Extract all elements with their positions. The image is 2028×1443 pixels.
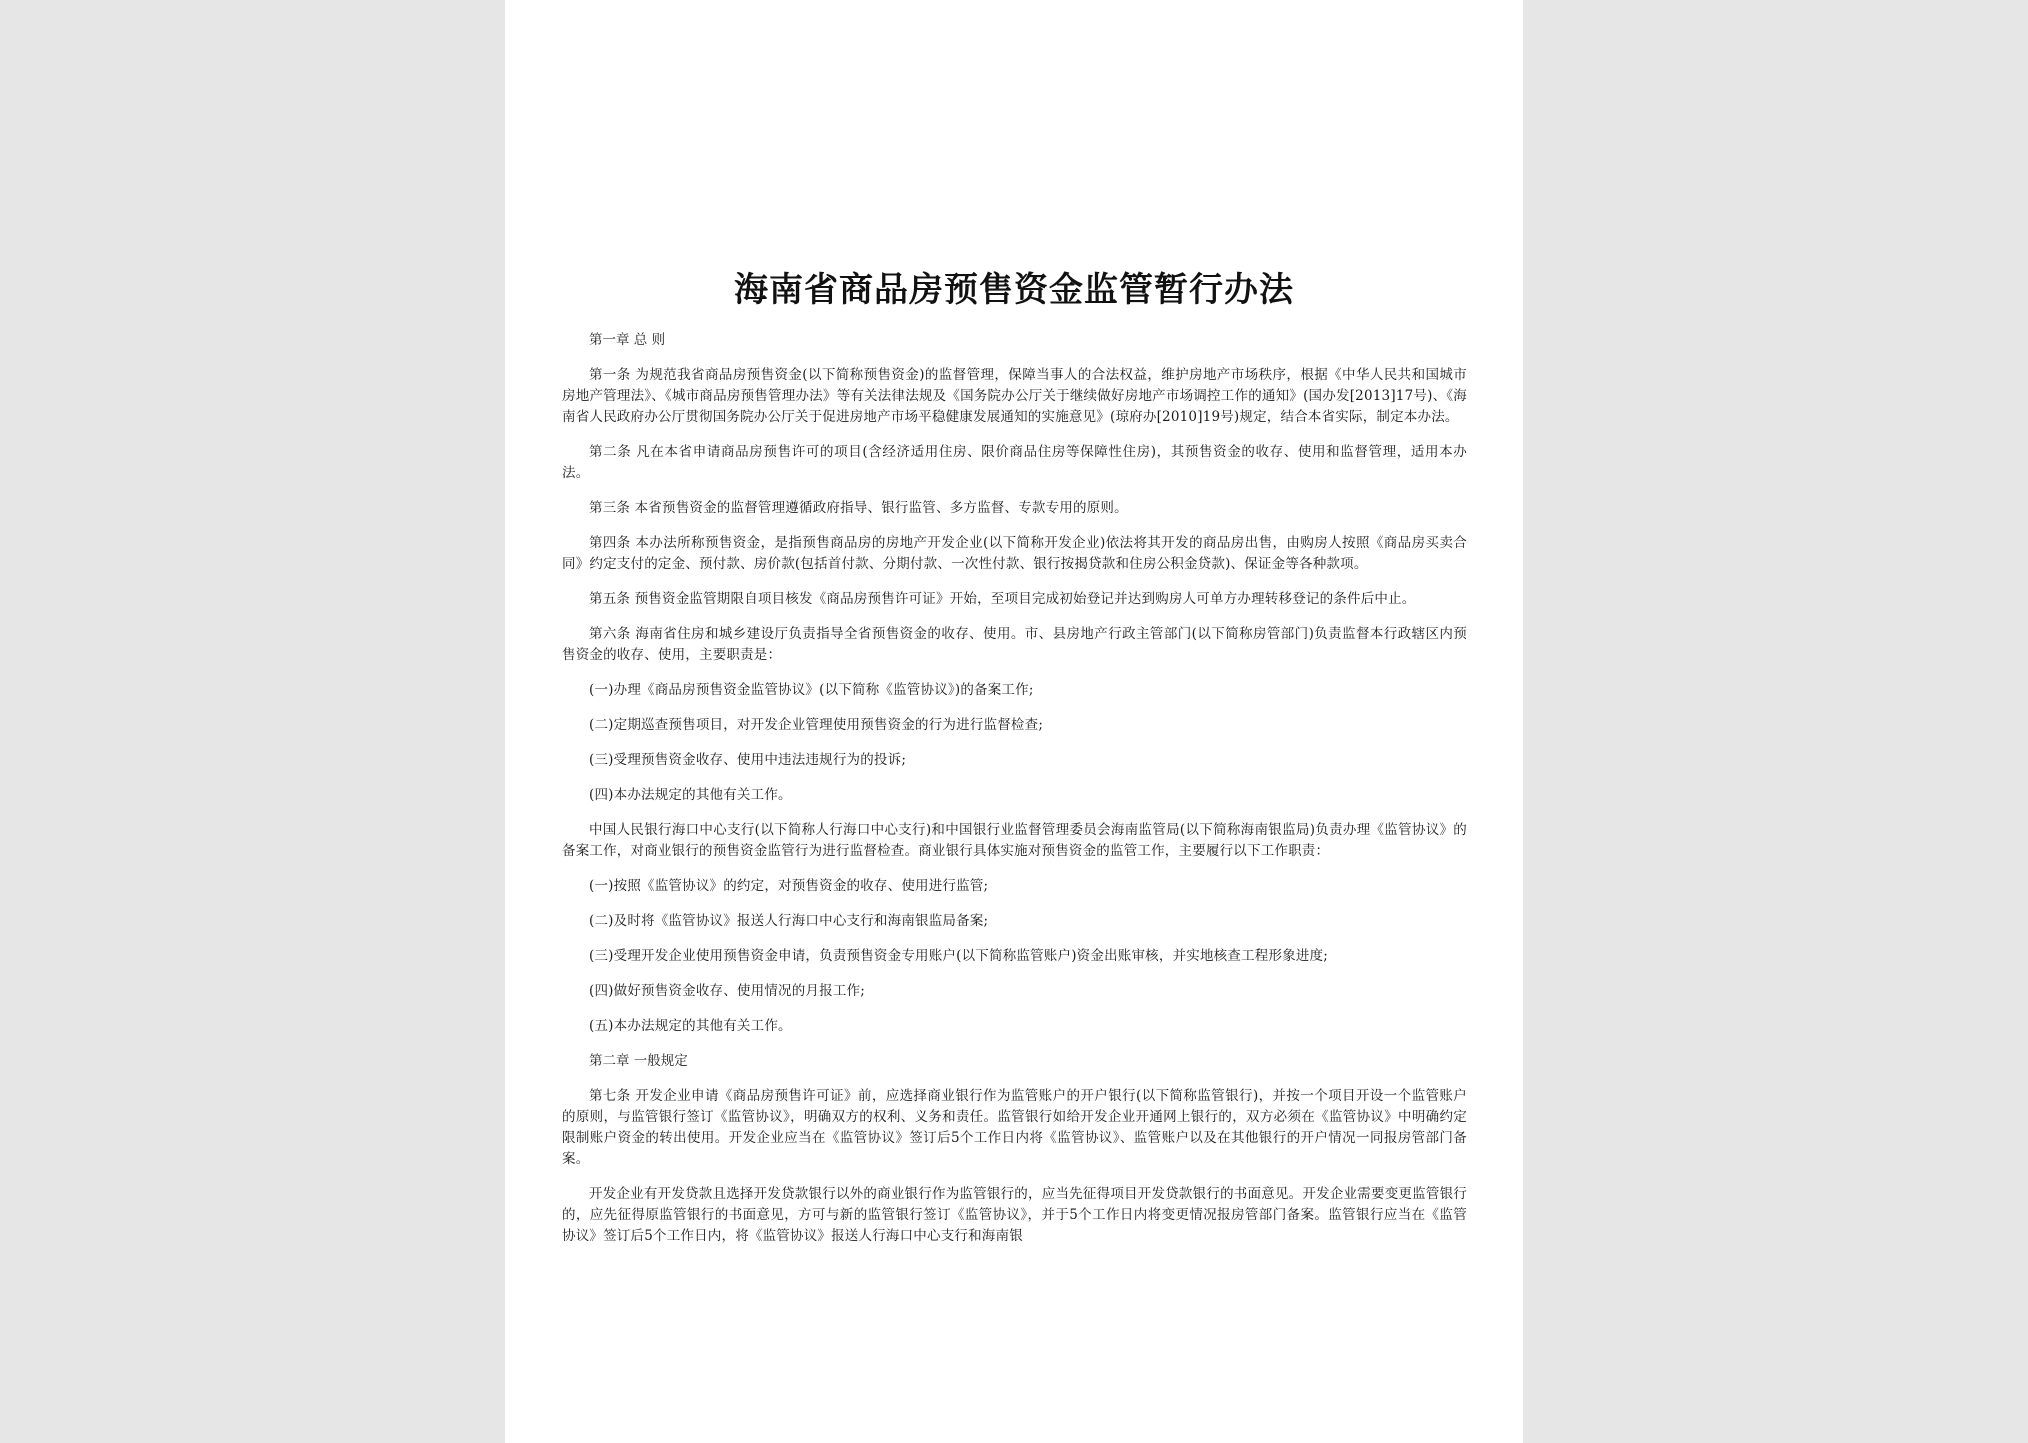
article-paragraph: 开发企业有开发贷款且选择开发贷款银行以外的商业银行作为监管银行的，应当先征得项目开发贷款银行的书面意见。开发企业需要变更监管银行的，应先征得原监管银行的书面意见，方可与新的监管银行签订《监管协议》，并于5个工作日内将变更情况报房管部门备案。监管银行应当在《监管协议》签订后5个工作日内，将《监管协议》报送人行海口中心支行和海南银 bbox=[562, 1186, 1467, 1244]
article-paragraph: (一)办理《商品房预售资金监管协议》(以下简称《监管协议》)的备案工作; bbox=[589, 682, 1034, 698]
article-paragraph: 第三条 本省预售资金的监督管理遵循政府指导、银行监管、多方监督、专款专用的原则。 bbox=[589, 500, 1128, 516]
article-paragraph: (五)本办法规定的其他有关工作。 bbox=[589, 1018, 792, 1034]
chapter-heading: 第二章 一般规定 bbox=[589, 1053, 688, 1069]
article-paragraph: (二)定期巡查预售项目，对开发企业管理使用预售资金的行为进行监督检查; bbox=[589, 717, 1044, 733]
article-paragraph: 第一条 为规范我省商品房预售资金(以下简称预售资金)的监督管理，保障当事人的合法权益，维护房地产市场秩序，根据《中华人民共和国城市房地产管理法》、《城市商品房预售管理办法》等有关法律法规及《国务院办公厅关于继续做好房地产市场调控工作的通知》(国办发[2013]17号)、《海南省人民政府办公厅贯彻国务院办公厅关于促进房地产市场平稳健康发展通知的实施意见》(琼府办[2010]19号)规定，结合本省实际，制定本办法。 bbox=[562, 367, 1467, 425]
article-paragraph: 中国人民银行海口中心支行(以下简称人行海口中心支行)和中国银行业监督管理委员会海南监管局(以下简称海南银监局)负责办理《监管协议》的备案工作，对商业银行的预售资金监管行为进行监督检查。商业银行具体实施对预售资金的监管工作，主要履行以下工作职责： bbox=[562, 822, 1467, 859]
article-paragraph: (四)本办法规定的其他有关工作。 bbox=[589, 787, 792, 803]
document-page bbox=[505, 0, 1523, 1443]
article-paragraph: 第五条 预售资金监管期限自项目核发《商品房预售许可证》开始，至项目完成初始登记并达到购房人可单方办理转移登记的条件后中止。 bbox=[589, 591, 1416, 607]
article-paragraph: 第六条 海南省住房和城乡建设厅负责指导全省预售资金的收存、使用。市、县房地产行政主管部门(以下简称房管部门)负责监督本行政辖区内预售资金的收存、使用，主要职责是： bbox=[562, 626, 1467, 663]
article-paragraph: (三)受理预售资金收存、使用中违法违规行为的投诉; bbox=[589, 752, 907, 768]
article-paragraph: 第二条 凡在本省申请商品房预售许可的项目(含经济适用住房、限价商品住房等保障性住房)，其预售资金的收存、使用和监督管理，适用本办法。 bbox=[562, 444, 1467, 481]
article-paragraph: 第四条 本办法所称预售资金，是指预售商品房的房地产开发企业(以下简称开发企业)依法将其开发的商品房出售，由购房人按照《商品房买卖合同》约定支付的定金、预付款、房价款(包括首付款、分期付款、一次性付款、银行按揭贷款和住房公积金贷款)、保证金等各种款项。 bbox=[562, 535, 1467, 572]
article-paragraph: (三)受理开发企业使用预售资金申请，负责预售资金专用账户(以下简称监管账户)资金出账审核，并实地核查工程形象进度; bbox=[589, 948, 1329, 964]
article-paragraph: (四)做好预售资金收存、使用情况的月报工作; bbox=[589, 983, 865, 999]
chapter-heading: 第一章 总 则 bbox=[589, 332, 666, 348]
article-paragraph: (一)按照《监管协议》的约定，对预售资金的收存、使用进行监管; bbox=[589, 878, 989, 894]
article-paragraph: (二)及时将《监管协议》报送人行海口中心支行和海南银监局备案; bbox=[589, 913, 989, 929]
document-title: 海南省商品房预售资金监管暂行办法 bbox=[734, 270, 1294, 310]
article-paragraph: 第七条 开发企业申请《商品房预售许可证》前，应选择商业银行作为监管账户的开户银行(以下简称监管银行)，并按一个项目开设一个监管账户的原则，与监管银行签订《监管协议》，明确双方的权利、义务和责任。监管银行如给开发企业开通网上银行的，双方必须在《监管协议》中明确约定限制账户资金的转出使用。开发企业应当在《监管协议》签订后5个工作日内将《监管协议》、监管账户以及在其他银行的开户情况一同报房管部门备案。 bbox=[562, 1088, 1467, 1167]
document-body bbox=[562, 330, 1467, 1261]
